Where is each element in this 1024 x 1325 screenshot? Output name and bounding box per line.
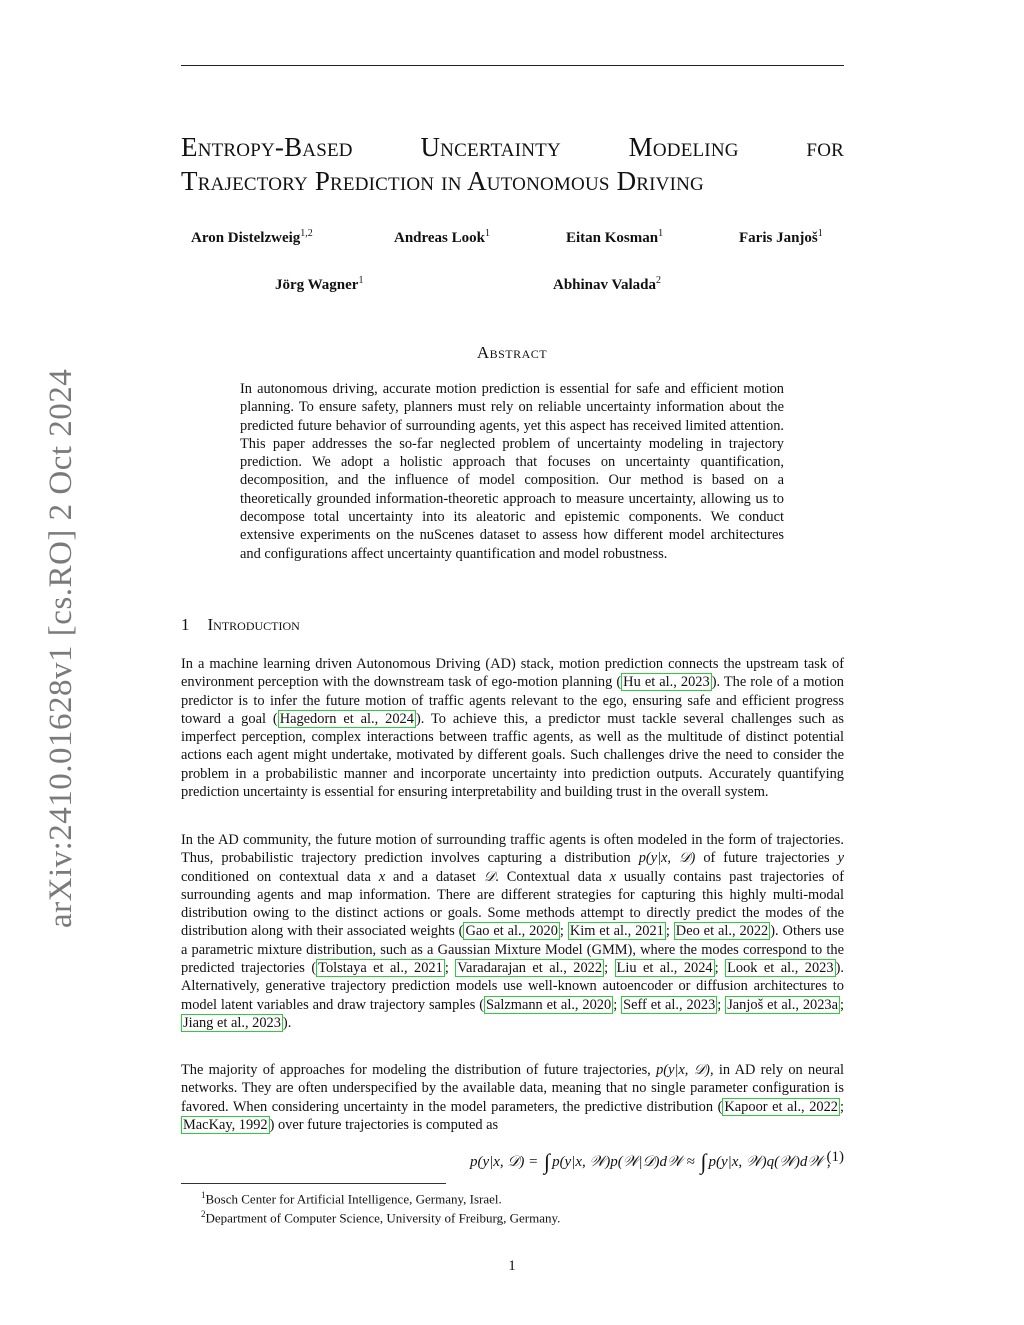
author-name: Jörg Wagner xyxy=(275,277,359,293)
citation-link[interactable]: Look et al., 2023 xyxy=(727,960,834,977)
equation-number: (1) xyxy=(826,1149,844,1165)
citation-link[interactable]: Hu et al., 2023 xyxy=(623,674,710,691)
text-run: , in AD rely on neural networks. They are often underspecified by the available data, meaning that no single parameter configuration is favored. When considering uncertainty in the model parameters, the predictive distribution ( xyxy=(181,1062,844,1115)
math-inline: x xyxy=(378,868,386,885)
title-line-2: Trajectory Prediction in Autonomous Driving xyxy=(181,166,704,196)
author-affiliation: 2 xyxy=(655,275,661,286)
page-number: 1 xyxy=(508,1258,516,1274)
equation-lhs: p(y|x, 𝒟) = xyxy=(470,1154,543,1170)
citation-link[interactable]: Varadarajan et al., 2022 xyxy=(457,960,603,977)
author xyxy=(275,275,363,294)
section-title: Introduction xyxy=(207,615,300,634)
author xyxy=(191,228,313,247)
citation-link[interactable]: Liu et al., 2024 xyxy=(616,960,713,977)
text-run: ; xyxy=(665,923,674,940)
paper-title xyxy=(181,130,844,198)
text-run: ; xyxy=(714,960,726,977)
math-inline: 𝒟 xyxy=(483,868,496,885)
author-name: Eitan Kosman xyxy=(566,230,659,246)
title-word: Entropy-Based xyxy=(181,132,353,162)
intro-paragraph-2 xyxy=(181,831,844,1032)
title-word: Uncertainty xyxy=(420,132,561,162)
author-name: Aron Distelzweig xyxy=(191,230,301,246)
author xyxy=(394,228,490,247)
text-run: ). Alternatively, generative trajectory prediction models use well-known autoencoder or diffusion architectures to model latent variables and draw trajectory samples ( xyxy=(181,960,844,1013)
text-run: conditioned on contextual data xyxy=(181,868,379,885)
intro-paragraph-1 xyxy=(181,655,844,801)
title-word: Modeling xyxy=(628,132,739,162)
text-run: ) over future trajectories is computed as xyxy=(269,1116,499,1133)
text-run: ; xyxy=(559,923,568,940)
author xyxy=(566,228,663,247)
text-run: ). To achieve this, a predictor must tackle several challenges such as imperfect perception, complex interactions between traffic agents, as well as the multitude of distinct potential actions each agent might undertake, motivated by different goals. Such challenges drive the need to consider the problem in a probabilistic manner and incorporate uncertainty into prediction outputs. Accurately quantifying prediction uncertainty is essential for ensuring interpretability and building trust in the overall system. xyxy=(181,710,845,801)
footnote-text: Department of Computer Science, University of Freiburg, Germany. xyxy=(205,1210,561,1226)
math-inline: x xyxy=(609,868,616,885)
footnote xyxy=(201,1209,560,1226)
intro-paragraph-3 xyxy=(181,1061,844,1134)
citation-link[interactable]: MacKay, 1992 xyxy=(183,1116,268,1133)
text-run: ; xyxy=(613,996,622,1013)
section-heading xyxy=(181,615,300,635)
text-run: ; xyxy=(717,996,726,1013)
text-run: In a machine learning driven Autonomous Driving (AD) stack, motion prediction connects the upstream task of environment perception with the downstream task of ego-motion planning ( xyxy=(181,656,844,691)
equation-rhs: p(y|x, 𝒲)q(𝒲)d𝒲 , xyxy=(708,1154,831,1170)
citation-link[interactable]: Tolstaya et al., 2021 xyxy=(318,960,443,977)
footnote-mark: 2 xyxy=(201,1209,206,1219)
text-run: ). Others use a parametric mixture distribution, such as a Gaussian Mixture Model (GMM), where the modes correspond to the predicted trajectories ( xyxy=(181,923,845,977)
top-rule xyxy=(181,65,844,66)
text-run: and a dataset xyxy=(385,868,484,885)
text-run: In the AD community, the future motion of surrounding traffic agents is often modeled in the form of trajectories. Thus, probabilistic trajectory prediction involves capturing a distribution xyxy=(181,832,844,867)
section-number: 1 xyxy=(181,615,190,634)
abstract-heading: Abstract xyxy=(476,343,548,362)
text-run: ; xyxy=(444,960,456,977)
author-name: Abhinav Valada xyxy=(553,277,656,293)
integral-symbol: ∫ xyxy=(700,1149,707,1174)
citation-link[interactable]: Deo et al., 2022 xyxy=(675,923,769,940)
footnote xyxy=(201,1190,502,1207)
title-word: for xyxy=(806,132,844,162)
author-affiliation: 1 xyxy=(485,228,490,239)
citation-link[interactable]: Kim et al., 2021 xyxy=(569,923,664,940)
math-inline: y xyxy=(837,850,844,867)
text-run: of future trajectories xyxy=(695,850,838,867)
text-run: usually contains past trajectories of surrounding agents and map information. There are different strategies for capturing this highly multi-modal distribution owing to the distinct actions or goals. Some methods attempt to directly predict the modes of the distribution along with their associated weights ( xyxy=(181,868,844,940)
abstract-text: In autonomous driving, accurate motion prediction is essential for safe and efficient motion planning. To ensure safety, planners must rely on reliable uncertainty information about the predicted future behavior of surrounding agents, yet this aspect has received limited attention. This paper addresses the so-far neglected problem of uncertainty modeling in trajectory prediction. We adopt a holistic approach that focuses on uncertainty quantification, decomposition, and the influence of model composition. Our method is based on a theoretically grounded information-theoretic approach to measure uncertainty, allowing us to decompose total uncertainty into its aleatoric and epistemic components. We conduct extensive experiments on the nuScenes dataset to assess how different model architectures and configurations affect uncertainty quantification and model robustness. xyxy=(240,381,784,562)
equation-body xyxy=(470,1149,831,1175)
text-run: The majority of approaches for modeling the distribution of future trajectories, xyxy=(181,1062,657,1078)
text-run: . Contextual data xyxy=(495,868,610,885)
citation-link[interactable]: Gao et al., 2020 xyxy=(465,923,558,940)
citation-link[interactable]: Kapoor et al., 2022 xyxy=(724,1098,838,1115)
author xyxy=(553,275,661,294)
citation-link[interactable]: Salzmann et al., 2020 xyxy=(486,996,612,1013)
text-run: ). The role of a motion predictor is to infer the future motion of traffic agents relevant to the ego, ensuring safe and efficient progress toward a goal ( xyxy=(181,674,845,727)
author-affiliation: 1,2 xyxy=(300,228,313,239)
math-inline: p(y|x, 𝒟) xyxy=(638,850,696,867)
text-run: ; xyxy=(604,960,615,977)
author-name: Faris Janjoš xyxy=(739,230,818,246)
footnote-mark: 1 xyxy=(201,1190,206,1200)
footnote-text: Bosch Center for Artificial Intelligence, Germany, Israel. xyxy=(205,1191,502,1207)
math-inline: p(y|x, 𝒟) xyxy=(656,1062,710,1078)
integral-symbol: ∫ xyxy=(544,1149,551,1174)
author xyxy=(739,228,823,247)
footnote-rule xyxy=(181,1183,446,1184)
author-name: Andreas Look xyxy=(394,230,485,246)
citation-link[interactable]: Jiang et al., 2023 xyxy=(183,1014,281,1031)
citation-link[interactable]: Hagedorn et al., 2024 xyxy=(279,710,414,727)
text-run: ; xyxy=(840,996,844,1013)
equation-middle: p(y|x, 𝒲)p(𝒲|𝒟)d𝒲 ≈ xyxy=(552,1154,699,1170)
citation-link[interactable]: Seff et al., 2023 xyxy=(623,996,716,1013)
arxiv-stamp: arXiv:2410.01628v1 [cs.RO] 2 Oct 2024 xyxy=(43,368,79,928)
author-affiliation: 1 xyxy=(817,228,823,239)
text-run: ; xyxy=(840,1098,844,1115)
citation-link[interactable]: Janjoš et al., 2023a xyxy=(727,996,838,1013)
author-affiliation: 1 xyxy=(358,275,364,286)
equation-1 xyxy=(181,1146,844,1174)
text-run: ). xyxy=(282,1014,292,1031)
author-affiliation: 1 xyxy=(658,228,664,239)
